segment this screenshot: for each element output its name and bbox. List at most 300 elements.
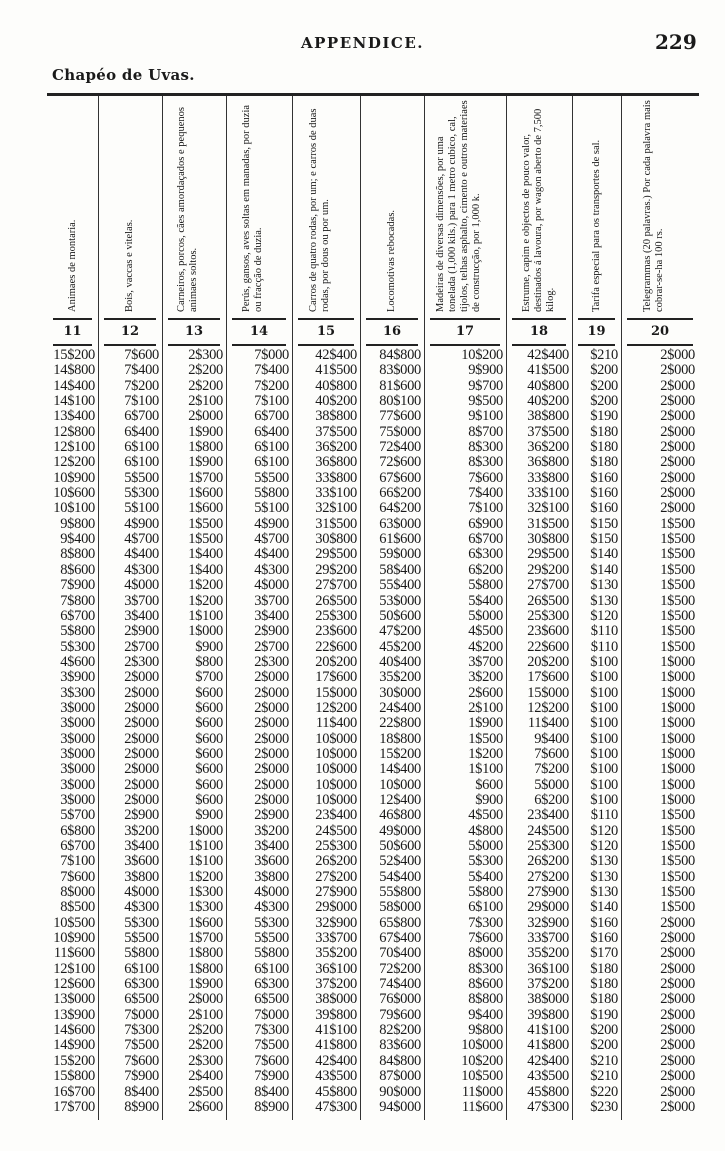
table-row [47, 609, 699, 624]
fare-cell-col-18: 26$200 [527, 853, 569, 870]
fare-cell-col-19: $210 [590, 1068, 618, 1085]
fare-cell-col-12: 2$000 [124, 715, 159, 732]
fare-cell-col-12: 6$100 [124, 454, 159, 471]
fare-cell-col-16: 83$600 [379, 1037, 421, 1054]
fare-cell-col-12: 5$100 [124, 500, 159, 517]
fare-cell-col-12: 6$300 [124, 976, 159, 993]
fare-cell-col-17: 6$200 [468, 561, 503, 578]
fare-cell-col-11: 10$500 [53, 914, 95, 931]
fare-cell-col-14: 3$400 [254, 607, 289, 624]
fare-cell-col-15: 36$100 [315, 960, 357, 977]
fare-cell-col-12: 8$400 [124, 1083, 159, 1100]
fare-cell-col-19: $130 [590, 577, 618, 594]
fare-cell-col-16: 65$800 [379, 914, 421, 931]
fare-cell-col-16: 30$000 [379, 684, 421, 701]
fare-cell-col-14: 2$900 [254, 623, 289, 640]
fare-cell-col-12: 7$100 [124, 393, 159, 410]
fare-cell-col-18: 45$800 [527, 1083, 569, 1100]
fare-cell-col-19: $160 [590, 914, 618, 931]
fare-cell-col-17: 2$600 [468, 684, 503, 701]
fare-cell-col-16: 40$400 [379, 653, 421, 670]
fare-cell-col-20: 1$500 [660, 807, 695, 824]
fare-cell-col-17: 4$800 [468, 822, 503, 839]
table-row [47, 501, 699, 516]
fare-cell-col-16: 59$000 [379, 546, 421, 563]
table-row [47, 732, 699, 747]
column-header-text: Locomotivas rebocadas. [386, 209, 397, 312]
fare-cell-col-19: $210 [590, 347, 618, 363]
fare-cell-col-11: 8$000 [60, 884, 95, 901]
fare-cell-col-12: 6$700 [124, 408, 159, 425]
fare-cell-col-20: 1$500 [660, 577, 695, 594]
fare-cell-col-20: 2$000 [660, 960, 695, 977]
fare-cell-col-20: 2$000 [660, 439, 695, 456]
fare-cell-col-19: $100 [590, 699, 618, 716]
column-header-13 [162, 96, 226, 318]
fare-cell-col-15: 41$100 [315, 1022, 357, 1039]
fare-cell-col-12: 5$300 [124, 485, 159, 502]
fare-cell-col-19: $160 [590, 500, 618, 517]
fare-cell-col-11: 3$000 [60, 745, 95, 762]
fare-cell-col-15: 41$800 [315, 1037, 357, 1054]
fare-cell-col-20: 1$000 [660, 776, 695, 793]
fare-cell-col-14: 6$300 [254, 976, 289, 993]
fare-cell-col-20: 2$000 [660, 1006, 695, 1023]
fare-cell-col-17: 7$300 [468, 914, 503, 931]
table-row [47, 793, 699, 808]
fare-cell-col-18: 25$300 [527, 607, 569, 624]
fare-cell-col-12: 2$900 [124, 807, 159, 824]
table-row [47, 1023, 699, 1038]
fare-cell-col-16: 50$600 [379, 838, 421, 854]
fare-cell-col-18: 36$100 [527, 960, 569, 977]
fare-cell-col-19: $190 [590, 1006, 618, 1023]
table-row [47, 762, 699, 777]
fare-cell-col-16: 75$000 [379, 423, 421, 440]
table-row [47, 425, 699, 440]
fare-cell-col-12: 6$400 [124, 423, 159, 440]
fare-cell-col-20: 1$500 [660, 822, 695, 839]
fare-cell-col-17: 8$700 [468, 423, 503, 440]
fare-cell-col-18: 43$500 [527, 1068, 569, 1085]
fare-cell-col-13: 1$100 [188, 853, 223, 870]
table-row [47, 931, 699, 946]
fare-cell-col-12: 5$300 [124, 914, 159, 931]
fare-cell-col-14: 4$300 [254, 561, 289, 578]
fare-cell-col-13: 1$400 [188, 561, 223, 578]
fare-cell-col-15: 22$600 [315, 638, 357, 655]
fare-cell-col-14: 4$700 [254, 531, 289, 548]
fare-cell-col-16: 70$400 [379, 945, 421, 962]
fare-cell-col-18: 32$100 [527, 500, 569, 517]
fare-cell-col-11: 14$600 [53, 1022, 95, 1039]
fare-cell-col-13: 2$300 [188, 1052, 223, 1069]
fare-cell-col-19: $120 [590, 838, 618, 854]
table-row [47, 578, 699, 593]
table-row [47, 962, 699, 977]
fare-cell-col-16: 15$200 [379, 745, 421, 762]
fare-cell-col-13: 2$500 [188, 1083, 223, 1100]
fare-cell-col-17: 6$900 [468, 515, 503, 532]
fare-cell-col-14: 7$000 [254, 1006, 289, 1023]
fare-cell-col-13: 1$600 [188, 485, 223, 502]
fare-cell-col-20: 2$000 [660, 377, 695, 394]
table-row [47, 916, 699, 931]
fare-cell-col-11: 13$400 [53, 408, 95, 425]
fare-cell-col-19: $100 [590, 669, 618, 686]
fare-cell-col-20: 1$500 [660, 607, 695, 624]
fare-cell-col-11: 6$700 [60, 838, 95, 854]
fare-cell-col-17: 10$500 [461, 1068, 503, 1085]
fare-cell-col-14: 7$100 [254, 393, 289, 410]
column-number: 17 [424, 320, 506, 344]
fare-cell-col-16: 77$600 [379, 408, 421, 425]
fare-cell-col-16: 72$200 [379, 960, 421, 977]
fare-cell-col-14: 2$700 [254, 638, 289, 655]
fare-cell-col-19: $220 [590, 1083, 618, 1100]
fare-cell-col-13: $600 [195, 699, 223, 716]
column-header-text: Carros de quatro rodas, por um; e carros de duas rodas, por dous ou por um. [308, 108, 331, 312]
fare-cell-col-13: 1$800 [188, 439, 223, 456]
fare-cell-col-13: $700 [195, 669, 223, 686]
fare-cell-col-11: 12$600 [53, 976, 95, 993]
fare-cell-col-16: 58$000 [379, 899, 421, 916]
fare-cell-col-18: 41$100 [527, 1022, 569, 1039]
fare-cell-col-11: 7$100 [60, 853, 95, 870]
fare-cell-col-11: 15$800 [53, 1068, 95, 1085]
fare-cell-col-18: 33$100 [527, 485, 569, 502]
fare-cell-col-11: 14$900 [53, 1037, 95, 1054]
fare-cell-col-15: 20$200 [315, 653, 357, 670]
fare-cell-col-16: 84$800 [379, 347, 421, 363]
fare-cell-col-14: 3$400 [254, 838, 289, 854]
fare-cell-col-17: 6$700 [468, 531, 503, 548]
fare-cell-col-14: 5$500 [254, 469, 289, 486]
table-row [47, 1069, 699, 1084]
fare-cell-col-11: 7$900 [60, 577, 95, 594]
fare-cell-col-20: 1$000 [660, 699, 695, 716]
fare-cell-col-12: 3$400 [124, 607, 159, 624]
fare-cell-col-11: 9$400 [60, 531, 95, 548]
fare-cell-col-18: 23$600 [527, 623, 569, 640]
fare-cell-col-15: 29$500 [315, 546, 357, 563]
fare-cell-col-11: 3$000 [60, 715, 95, 732]
fare-cell-col-13: 1$200 [188, 592, 223, 609]
fare-cell-col-17: 8$000 [468, 945, 503, 962]
fare-cell-col-15: 27$900 [315, 884, 357, 901]
fare-cell-col-11: 10$900 [53, 930, 95, 947]
fare-cell-col-18: 31$500 [527, 515, 569, 532]
fare-cell-col-19: $200 [590, 377, 618, 394]
fare-cell-col-13: 2$100 [188, 1006, 223, 1023]
table-row [47, 808, 699, 823]
fare-cell-col-18: 30$800 [527, 531, 569, 548]
section-title: Chapéo de Uvas. [52, 66, 195, 84]
fare-cell-col-17: 7$100 [468, 500, 503, 517]
fare-cell-col-16: 63$000 [379, 515, 421, 532]
fare-cell-col-15: 10$000 [315, 730, 357, 747]
fare-cell-col-12: 2$000 [124, 699, 159, 716]
table-row [47, 563, 699, 578]
fare-cell-col-18: 32$900 [527, 914, 569, 931]
fare-cell-col-15: 15$000 [315, 684, 357, 701]
fare-cell-col-18: 5$000 [534, 776, 569, 793]
fare-cell-col-17: 9$800 [468, 1022, 503, 1039]
fare-cell-col-20: 2$000 [660, 1068, 695, 1085]
fare-cell-col-19: $180 [590, 439, 618, 456]
fare-cell-col-12: 7$000 [124, 1006, 159, 1023]
fare-cell-col-15: 36$800 [315, 454, 357, 471]
fare-cell-col-18: 41$800 [527, 1037, 569, 1054]
fare-cell-col-15: 25$300 [315, 607, 357, 624]
fare-cell-col-16: 67$400 [379, 930, 421, 947]
column-header-text: Madeiras de diversas dimensões, por uma tonelada (1,000 kils.) para 1 metro cubico, cal, tijolos, telhas asphalto, cimento e outros materiaes de construcção, por 1,000 k. [435, 100, 482, 312]
fare-cell-col-14: 4$300 [254, 899, 289, 916]
fare-cell-col-17: 5$800 [468, 577, 503, 594]
fare-cell-col-16: 64$200 [379, 500, 421, 517]
fare-cell-col-14: 6$400 [254, 423, 289, 440]
fare-cell-col-11: 12$800 [53, 423, 95, 440]
fare-cell-col-19: $200 [590, 362, 618, 379]
fare-cell-col-17: 9$500 [468, 393, 503, 410]
fare-cell-col-11: 12$100 [53, 960, 95, 977]
fare-cell-col-11: 14$800 [53, 362, 95, 379]
fare-cell-col-20: 2$000 [660, 393, 695, 410]
fare-cell-col-18: 42$400 [527, 347, 569, 363]
table-row [47, 701, 699, 716]
fare-cell-col-14: 5$100 [254, 500, 289, 517]
fare-cell-col-14: 2$000 [254, 761, 289, 778]
fare-cell-col-20: 2$000 [660, 945, 695, 962]
fare-cell-col-13: $900 [195, 807, 223, 824]
table-row [47, 670, 699, 685]
fare-cell-col-15: 37$500 [315, 423, 357, 440]
fare-cell-col-15: 45$800 [315, 1083, 357, 1100]
fare-cell-col-18: 20$200 [527, 653, 569, 670]
fare-cell-col-14: 5$800 [254, 485, 289, 502]
fare-cell-col-17: 5$000 [468, 607, 503, 624]
fare-cell-col-18: 40$800 [527, 377, 569, 394]
fare-cell-col-20: 1$500 [660, 515, 695, 532]
fare-cell-col-11: 7$600 [60, 868, 95, 885]
fare-cell-col-13: 2$100 [188, 393, 223, 410]
fare-cell-col-11: 8$600 [60, 561, 95, 578]
fare-cell-col-20: 2$000 [660, 1037, 695, 1054]
fare-cell-col-15: 23$600 [315, 623, 357, 640]
column-header-text: Estrume, capim e objectos de pouco valor, destinados á lavoura, por wagon aberto de 7,500 kilog. [521, 108, 556, 312]
fare-cell-col-20: 1$500 [660, 884, 695, 901]
fare-cell-col-15: 29$000 [315, 899, 357, 916]
table-row [47, 532, 699, 547]
fare-cell-col-13: 1$800 [188, 960, 223, 977]
fare-cell-col-11: 12$200 [53, 454, 95, 471]
fare-cell-col-16: 72$400 [379, 439, 421, 456]
fare-cell-col-12: 4$700 [124, 531, 159, 548]
fare-cell-col-12: 4$000 [124, 884, 159, 901]
fare-cell-col-15: 25$300 [315, 838, 357, 854]
fare-cell-col-18: 37$200 [527, 976, 569, 993]
fare-cell-col-13: 2$000 [188, 991, 223, 1008]
fare-cell-col-20: 2$000 [660, 930, 695, 947]
fare-cell-col-16: 58$400 [379, 561, 421, 578]
fare-cell-col-15: 30$800 [315, 531, 357, 548]
table-row [47, 455, 699, 470]
fare-cell-col-17: 4$200 [468, 638, 503, 655]
fare-cell-col-19: $130 [590, 853, 618, 870]
fare-cell-col-12: 2$000 [124, 791, 159, 808]
fare-cell-col-20: 1$000 [660, 761, 695, 778]
fare-cell-col-12: 5$500 [124, 930, 159, 947]
fare-cell-col-15: 42$400 [315, 347, 357, 363]
fare-cell-col-20: 1$000 [660, 684, 695, 701]
table-row [47, 409, 699, 424]
fare-cell-col-14: 8$400 [254, 1083, 289, 1100]
fare-cell-col-15: 10$000 [315, 745, 357, 762]
fare-cell-col-18: 6$200 [534, 791, 569, 808]
fare-cell-col-14: 2$000 [254, 699, 289, 716]
fare-cell-col-20: 1$500 [660, 853, 695, 870]
fare-cell-col-14: 5$300 [254, 914, 289, 931]
fare-cell-col-20: 2$000 [660, 991, 695, 1008]
table-row [47, 486, 699, 501]
fare-cell-col-19: $180 [590, 976, 618, 993]
fare-cell-col-14: 4$900 [254, 515, 289, 532]
fare-cell-col-17: 5$000 [468, 838, 503, 854]
table-row [47, 1038, 699, 1053]
fare-cell-col-13: 2$000 [188, 408, 223, 425]
fare-cell-col-12: 2$000 [124, 730, 159, 747]
fare-cell-col-16: 49$000 [379, 822, 421, 839]
fare-cell-col-16: 79$600 [379, 1006, 421, 1023]
fare-cell-col-13: 1$900 [188, 423, 223, 440]
fare-cell-col-18: 7$200 [534, 761, 569, 778]
table-row [47, 839, 699, 854]
fare-cell-col-15: 35$200 [315, 945, 357, 962]
fare-cell-col-14: 2$300 [254, 653, 289, 670]
fare-cell-col-16: 55$400 [379, 577, 421, 594]
fare-cell-col-19: $140 [590, 899, 618, 916]
fare-cell-col-14: 7$000 [254, 347, 289, 363]
fare-cell-col-20: 2$000 [660, 976, 695, 993]
fare-cell-col-15: 39$800 [315, 1006, 357, 1023]
fare-cell-col-18: 47$300 [527, 1098, 569, 1115]
fare-cell-col-12: 3$800 [124, 868, 159, 885]
fare-cell-col-13: 2$200 [188, 1022, 223, 1039]
fare-cell-col-19: $150 [590, 515, 618, 532]
fare-cell-col-20: 1$000 [660, 669, 695, 686]
column-header-15 [292, 96, 360, 318]
fare-cell-col-18: 35$200 [527, 945, 569, 962]
fare-cell-col-19: $110 [590, 623, 618, 640]
fare-cell-col-13: 1$300 [188, 899, 223, 916]
fare-cell-col-19: $230 [590, 1098, 618, 1115]
fare-cell-col-11: 10$100 [53, 500, 95, 517]
fare-cell-col-13: $800 [195, 653, 223, 670]
fare-cell-col-18: 27$200 [527, 868, 569, 885]
fare-cell-col-12: 2$000 [124, 684, 159, 701]
fare-cell-col-16: 45$200 [379, 638, 421, 655]
fare-cell-col-11: 3$000 [60, 699, 95, 716]
fare-cell-col-11: 14$400 [53, 377, 95, 394]
fare-cell-col-18: 11$400 [527, 715, 569, 732]
fare-cell-col-16: 47$200 [379, 623, 421, 640]
fare-cell-col-19: $100 [590, 761, 618, 778]
fare-cell-col-17: 5$400 [468, 868, 503, 885]
fare-cell-col-13: 1$100 [188, 838, 223, 854]
fare-cell-col-16: 90$000 [379, 1083, 421, 1100]
column-number: 18 [506, 320, 572, 344]
fare-cell-col-17: 9$900 [468, 362, 503, 379]
fare-cell-col-17: 8$600 [468, 976, 503, 993]
fare-cell-col-14: 7$900 [254, 1068, 289, 1085]
fare-cell-col-11: 3$000 [60, 761, 95, 778]
fare-cell-col-13: $900 [195, 638, 223, 655]
fare-cell-col-20: 2$000 [660, 347, 695, 363]
table-row [47, 348, 699, 363]
fare-cell-col-11: 16$700 [53, 1083, 95, 1100]
fare-cell-col-15: 12$200 [315, 699, 357, 716]
fare-cell-col-18: 29$500 [527, 546, 569, 563]
table-row [47, 379, 699, 394]
page-number: 229 [655, 30, 697, 54]
fare-cell-col-13: 1$600 [188, 914, 223, 931]
fare-cell-col-17: 6$100 [468, 899, 503, 916]
fare-cell-col-18: 33$700 [527, 930, 569, 947]
fare-cell-col-19: $160 [590, 930, 618, 947]
fare-cell-col-15: 24$500 [315, 822, 357, 839]
fare-cell-col-19: $140 [590, 546, 618, 563]
fare-cell-col-12: 6$100 [124, 960, 159, 977]
fare-cell-col-13: 1$500 [188, 515, 223, 532]
fare-cell-col-16: 10$000 [379, 776, 421, 793]
column-number: 19 [572, 320, 621, 344]
fare-cell-col-18: 39$800 [527, 1006, 569, 1023]
fare-cell-col-12: 2$000 [124, 761, 159, 778]
fare-cell-col-16: 84$800 [379, 1052, 421, 1069]
fare-cell-col-15: 17$600 [315, 669, 357, 686]
column-number: 11 [47, 320, 98, 344]
fare-cell-col-15: 43$500 [315, 1068, 357, 1085]
table-row [47, 885, 699, 900]
fare-cell-col-16: 61$600 [379, 531, 421, 548]
fare-cell-col-15: 33$700 [315, 930, 357, 947]
fare-cell-col-17: 11$600 [461, 1098, 503, 1115]
table-row [47, 394, 699, 409]
fare-cell-col-19: $120 [590, 607, 618, 624]
fare-cell-col-14: 5$800 [254, 945, 289, 962]
fare-cell-col-12: 7$300 [124, 1022, 159, 1039]
fare-cell-col-12: 8$900 [124, 1098, 159, 1115]
fare-cell-col-20: 2$000 [660, 485, 695, 502]
fare-cell-col-16: 12$400 [379, 791, 421, 808]
fare-cell-col-20: 1$000 [660, 745, 695, 762]
fare-cell-col-11: 17$700 [53, 1098, 95, 1115]
fare-cell-col-15: 38$800 [315, 408, 357, 425]
fare-cell-col-18: 38$800 [527, 408, 569, 425]
fare-cell-col-17: 4$500 [468, 623, 503, 640]
fare-cell-col-17: 9$700 [468, 377, 503, 394]
fare-cell-col-12: 5$500 [124, 469, 159, 486]
fare-cell-col-19: $180 [590, 454, 618, 471]
fare-cell-col-15: 26$500 [315, 592, 357, 609]
fare-cell-col-19: $130 [590, 592, 618, 609]
fare-cell-col-11: 13$000 [53, 991, 95, 1008]
fare-cell-col-11: 8$800 [60, 546, 95, 563]
fare-cell-col-16: 55$800 [379, 884, 421, 901]
table-row [47, 655, 699, 670]
fare-cell-col-12: 3$600 [124, 853, 159, 870]
fare-cell-col-18: 7$600 [534, 745, 569, 762]
